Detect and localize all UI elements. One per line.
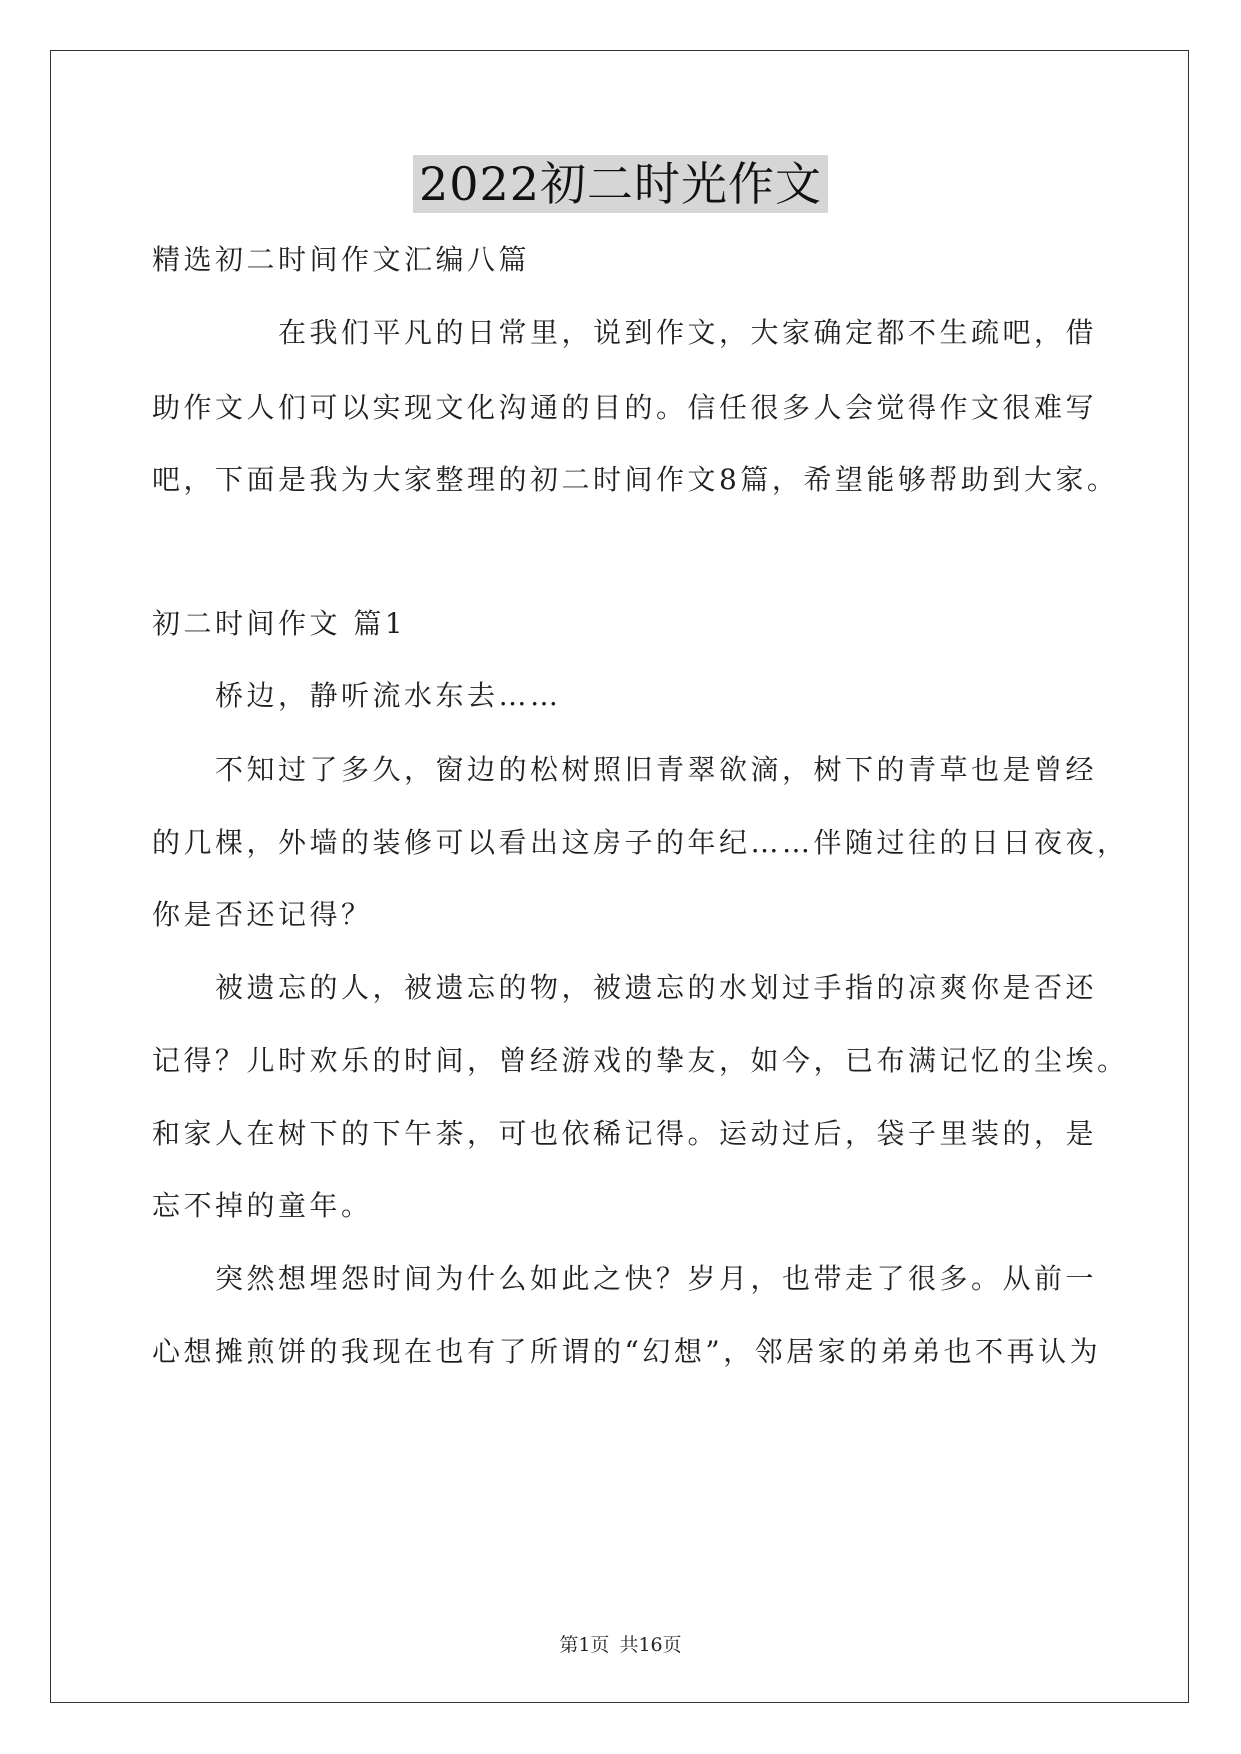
intro-line-2: 助作文人们可以实现文化沟通的目的。信任很多人会觉得作文很难写 xyxy=(152,391,1098,424)
paragraph-line: 记得？儿时欢乐的时间，曾经游戏的挚友，如今，已布满记忆的尘埃。 xyxy=(152,1044,1129,1077)
paragraph-line: 和家人在树下的下午茶，可也依稀记得。运动过后，袋子里装的，是 xyxy=(152,1117,1098,1150)
page-border xyxy=(50,50,1189,1703)
paragraph-line: 你是否还记得？ xyxy=(152,898,373,931)
paragraph-line: 桥边，静听流水东去…… xyxy=(215,679,562,712)
paragraph-line: 忘不掉的童年。 xyxy=(152,1189,373,1222)
paragraph-line: 被遗忘的人，被遗忘的物，被遗忘的水划过手指的凉爽你是否还 xyxy=(215,971,1098,1004)
page-total: 共16页 xyxy=(619,1634,682,1656)
paragraph-line: 突然想埋怨时间为什么如此之快？岁月，也带走了很多。从前一 xyxy=(215,1262,1098,1295)
page-number: 第1页 xyxy=(559,1634,610,1656)
document-title: 2022初二时光作文 xyxy=(413,155,828,213)
title-container xyxy=(0,155,1241,213)
document-subtitle: 精选初二时间作文汇编八篇 xyxy=(152,243,531,276)
paragraph-line: 不知过了多久，窗边的松树照旧青翠欲滴，树下的青草也是曾经 xyxy=(215,753,1098,786)
paragraph-line: 的几棵，外墙的装修可以看出这房子的年纪……伴随过往的日日夜夜， xyxy=(152,826,1129,859)
paragraph-line: 心想摊煎饼的我现在也有了所谓的“幻想”，邻居家的弟弟也不再认为 xyxy=(152,1335,1102,1368)
intro-line-3: 吧，下面是我为大家整理的初二时间作文8篇，希望能够帮助到大家。 xyxy=(152,463,1119,496)
page-footer xyxy=(0,1630,1241,1657)
intro-line-1: 在我们平凡的日常里，说到作文，大家确定都不生疏吧，借 xyxy=(278,316,1098,349)
section-heading: 初二时间作文 篇1 xyxy=(152,607,407,640)
